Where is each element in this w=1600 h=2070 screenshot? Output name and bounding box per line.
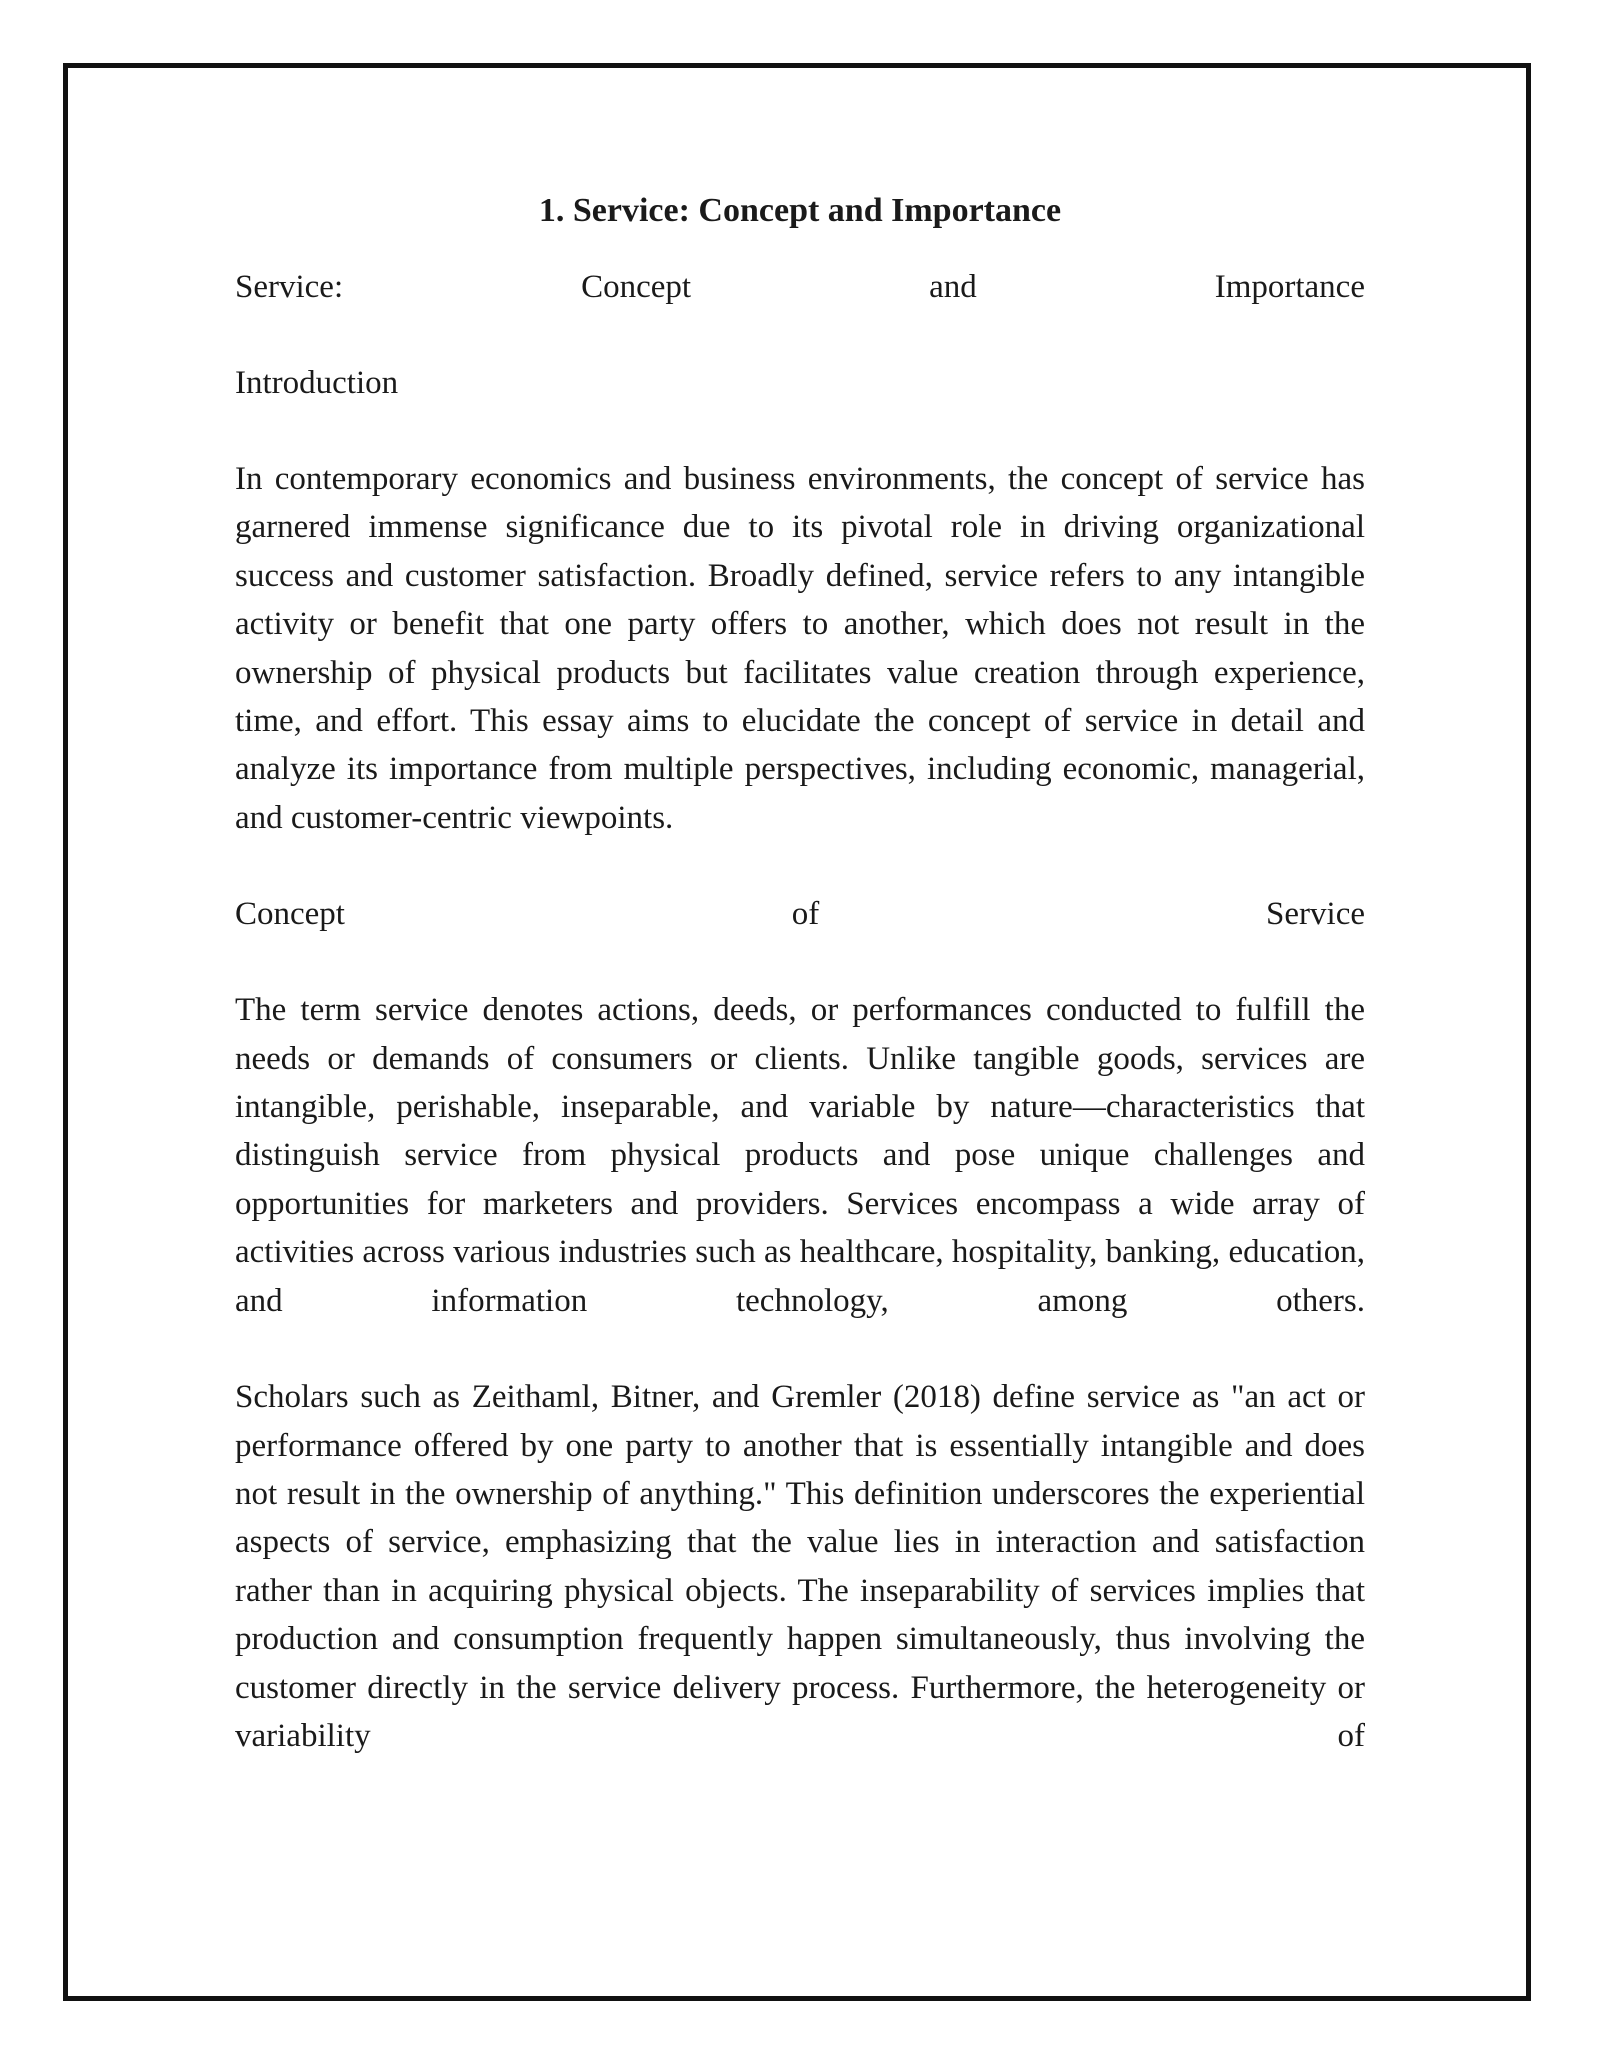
heading-word: and — [929, 269, 977, 305]
introduction-label: Introduction — [235, 365, 399, 401]
heading-word: Service: — [235, 269, 344, 305]
heading-word: Concept — [581, 269, 692, 305]
document-title: 1. Service: Concept and Importance — [538, 192, 1062, 229]
paragraph-concept: The term service denotes actions, deeds, or performances conducted to fulfill the needs or demands of consumers or clients. Unlike tangible goods, services are intangible, perishable, inseparable, and variable by nature—characteristics that distinguish service from physical products and pose unique challenges and opportunities for marketers and providers. Services encompass a wide array of activities across various industries such as healthcare, hospitality, banking, education, and information technology, among others. — [235, 992, 1365, 1319]
heading-service-concept-importance — [235, 263, 1365, 311]
heading-word: Concept — [235, 896, 345, 933]
heading-word: Service — [1266, 896, 1365, 933]
paragraph-scholars: Scholars such as Zeithaml, Bitner, and Gremler (2018) define service as "an act or performance offered by one party to another that is essentially intangible and does not result in the ownership of anything." This definition underscores the experiential aspects of service, emphasizing that the value lies in interaction and satisfaction rather than in acquiring physical objects. The inseparability of services implies that production and consumption frequently happen simultaneously, thus involving the customer directly in the service delivery process. Furthermore, the heterogeneity or variability of — [235, 1379, 1365, 1754]
heading-word: of — [791, 896, 820, 933]
document-body — [235, 185, 1365, 1760]
heading-concept-of-service — [235, 890, 1365, 938]
heading-word: Importance — [1214, 269, 1365, 305]
paragraph-introduction: In contemporary economics and business environments, the concept of service has garnered immense significance due to its pivotal role in driving organizational success and customer satisfaction. Broadly defined, service refers to any intangible activity or benefit that one party offers to another, which does not result in the ownership of physical products but facilitates value creation through experience, time, and effort. This essay aims to elucidate the concept of service in detail and analyze its importance from multiple perspectives, including economic, managerial, and customer-centric viewpoints. — [235, 461, 1365, 836]
